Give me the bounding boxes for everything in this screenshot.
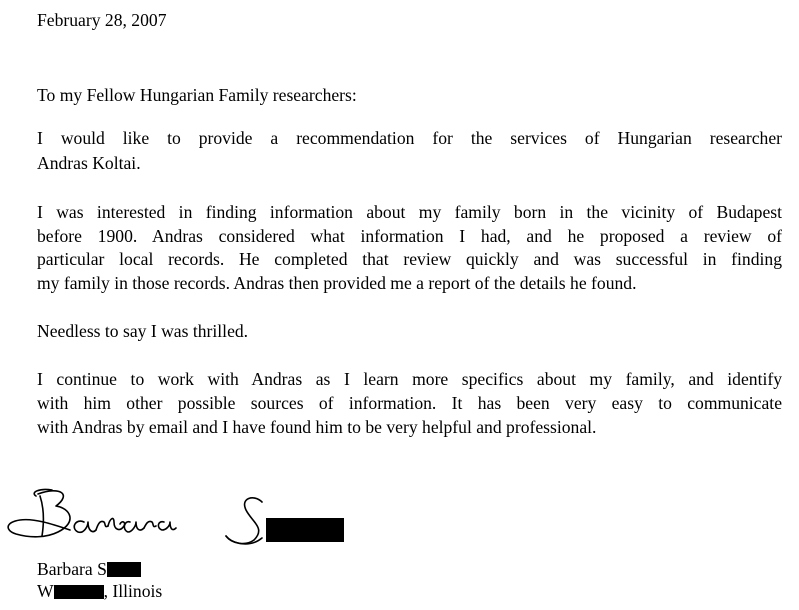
- signer-name-text: Barbara S: [37, 559, 107, 579]
- signer-location: [37, 583, 162, 601]
- location-suffix: , Illinois: [103, 581, 163, 601]
- handwritten-signature: [0, 478, 360, 568]
- salutation: To my Fellow Hungarian Family researchers:: [37, 85, 357, 105]
- paragraph-4-line-2: with him other possible sources of information. It has been very easy to communicate: [37, 393, 782, 413]
- paragraph-2-line-1: I was interested in finding information about my family born in the vicinity of Budapest: [37, 202, 782, 222]
- paragraph-4-line-3: with Andras by email and I have found him to be very helpful and professional.: [37, 417, 597, 437]
- paragraph-4-line-1: I continue to work with Andras as I learn more specifics about my family, and identify: [37, 369, 782, 389]
- paragraph-2-line-3: particular local records. He completed that review quickly and was successful in finding: [37, 249, 782, 269]
- paragraph-3-line-1: Needless to say I was thrilled.: [37, 321, 249, 341]
- redaction-box: [54, 585, 104, 599]
- paragraph-1-line-2: Andras Koltai.: [37, 153, 141, 173]
- paragraph-1-line-1: I would like to provide a recommendation for the services of Hungarian researcher: [37, 128, 782, 148]
- letter-date: February 28, 2007: [37, 10, 167, 30]
- location-prefix: W: [37, 581, 54, 601]
- redaction-box: [107, 562, 141, 577]
- paragraph-2-line-4: my family in those records. Andras then provided me a report of the details he found.: [37, 273, 637, 293]
- signer-name: [37, 561, 141, 579]
- paragraph-2-line-2: before 1900. Andras considered what information I had, and he proposed a review of: [37, 226, 782, 246]
